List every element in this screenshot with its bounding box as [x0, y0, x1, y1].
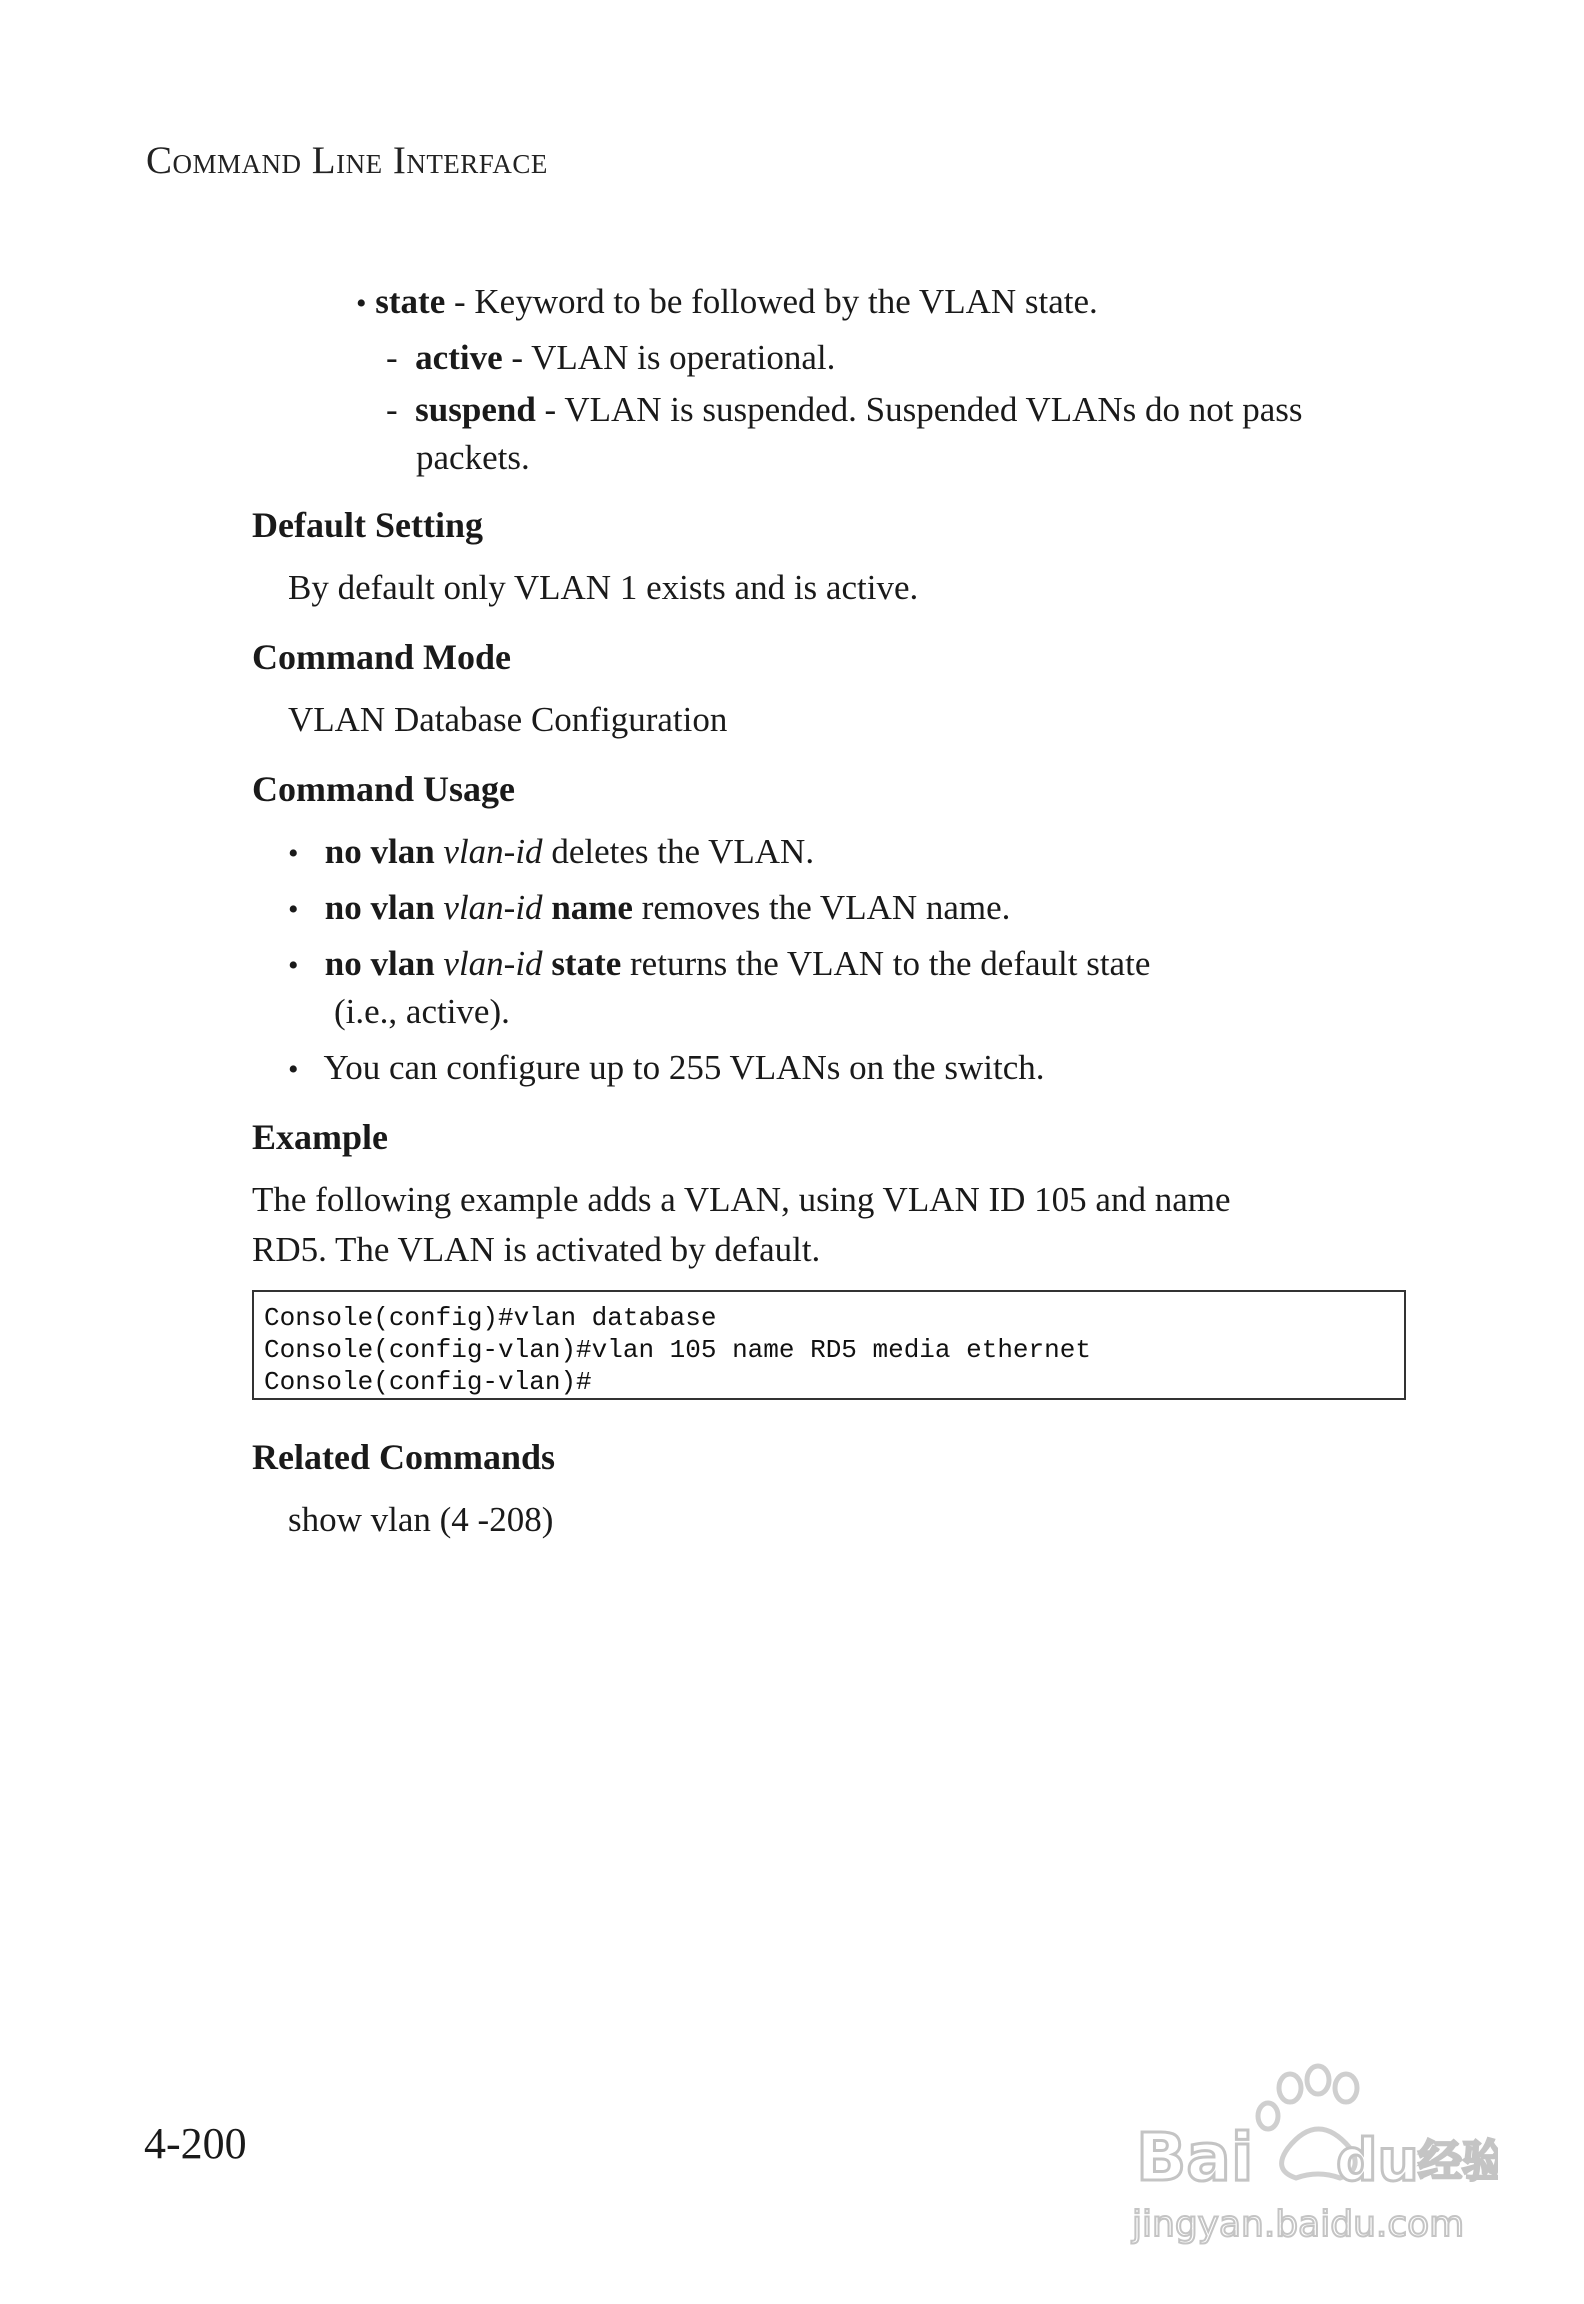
- list-item: [288, 940, 1150, 990]
- watermark-brand-du: du: [1336, 2126, 1419, 2194]
- command-keyword-2: state: [551, 944, 622, 983]
- command-keyword-2: name: [551, 888, 633, 927]
- state-description: - Keyword to be followed by the VLAN state.: [445, 282, 1098, 321]
- bullet-icon: •: [288, 893, 299, 926]
- watermark-url: jingyan.baidu.com: [1132, 2204, 1465, 2245]
- item-text: deletes the VLAN.: [542, 832, 815, 871]
- list-item: [288, 828, 814, 878]
- default-setting-heading: Default Setting: [252, 505, 483, 545]
- bullet-icon: •: [288, 837, 299, 870]
- list-item: [288, 884, 1010, 934]
- page-number: 4-200: [144, 2119, 247, 2168]
- command-keyword: no vlan: [324, 888, 435, 927]
- command-usage-heading: Command Usage: [252, 769, 516, 809]
- list-item-continuation: (i.e., active).: [334, 992, 510, 1031]
- command-parameter: vlan-id: [443, 888, 543, 927]
- example-text-line2: RD5. The VLAN is activated by default.: [252, 1230, 821, 1269]
- example-heading: Example: [252, 1117, 389, 1157]
- related-commands-text: show vlan (4 -208): [288, 1500, 554, 1539]
- list-item: [288, 1044, 1044, 1094]
- item-text: returns the VLAN to the default state: [621, 944, 1151, 983]
- code-line: Console(config)#vlan database: [264, 1303, 717, 1333]
- suspend-description: - VLAN is suspended. Suspended VLANs do not pass: [535, 390, 1303, 429]
- active-item: [386, 334, 835, 382]
- code-line: Console(config-vlan)#: [264, 1367, 592, 1397]
- command-parameter: vlan-id: [443, 832, 543, 871]
- command-mode-heading: Command Mode: [252, 637, 511, 677]
- suspend-continuation: packets.: [416, 438, 530, 477]
- command-keyword: no vlan: [324, 832, 435, 871]
- suspend-item: [386, 386, 1303, 434]
- related-commands-heading: Related Commands: [252, 1437, 555, 1477]
- baidu-jingyan-watermark: [1118, 2058, 1498, 2258]
- command-keyword: no vlan: [324, 944, 435, 983]
- state-keyword: state: [375, 282, 446, 321]
- bullet-icon: •: [288, 1053, 299, 1086]
- command-mode-text: VLAN Database Configuration: [288, 700, 728, 739]
- code-block: [252, 1290, 1406, 1400]
- item-text: removes the VLAN name.: [632, 888, 1011, 927]
- dash-marker: -: [386, 390, 398, 429]
- paw-logo-icon: [1118, 2058, 1498, 2258]
- dash-marker: -: [386, 338, 398, 377]
- state-item: [356, 278, 1098, 328]
- default-setting-text: By default only VLAN 1 exists and is active.: [288, 568, 919, 607]
- running-header: Command Line Interface: [146, 139, 548, 182]
- watermark-brand: Bai: [1136, 2119, 1254, 2196]
- active-keyword: active: [415, 338, 503, 377]
- bullet-icon: •: [356, 287, 367, 320]
- command-parameter: vlan-id: [443, 944, 543, 983]
- example-text-line1: The following example adds a VLAN, using VLAN ID 105 and name: [252, 1180, 1231, 1219]
- watermark-brand-cn: 经验: [1418, 2136, 1498, 2187]
- item-text: You can configure up to 255 VLANs on the switch.: [323, 1048, 1045, 1087]
- active-description: - VLAN is operational.: [502, 338, 836, 377]
- bullet-icon: •: [288, 949, 299, 982]
- suspend-keyword: suspend: [415, 390, 536, 429]
- code-line: Console(config-vlan)#vlan 105 name RD5 media ethernet: [264, 1335, 1091, 1365]
